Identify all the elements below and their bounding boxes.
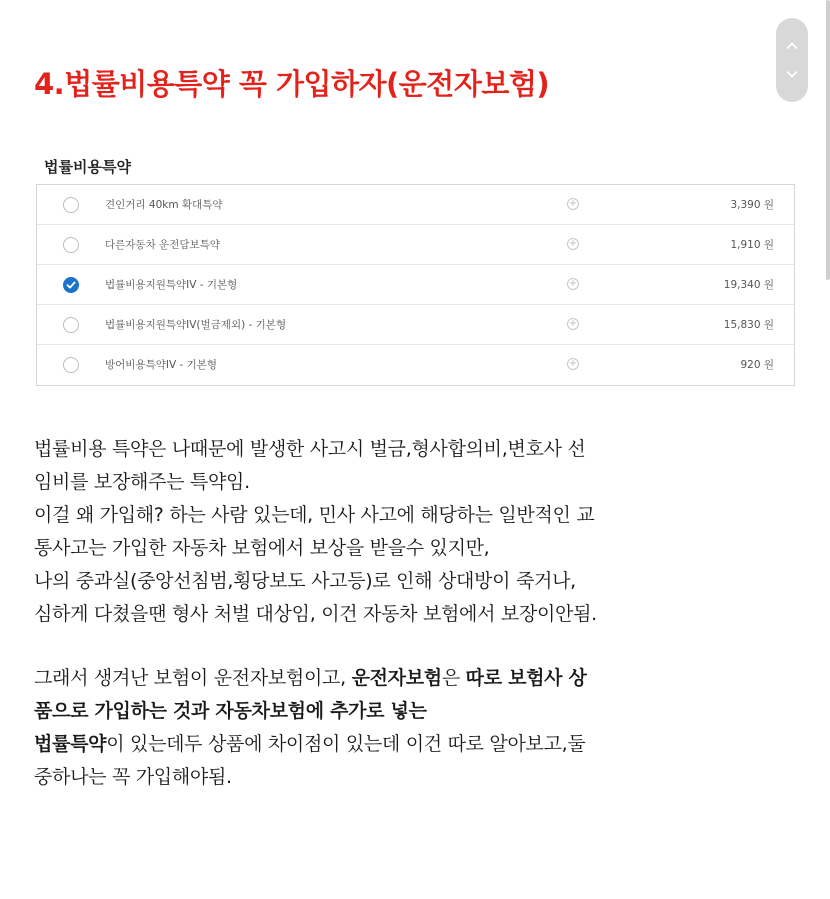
plus-circle-icon[interactable]: + — [568, 318, 578, 329]
rider-option-label: 다른자동차 운전담보특약 — [105, 239, 220, 251]
text-line — [34, 667, 587, 689]
text-line: 이걸 왜 가입해? 하는 사람 있는데, 민사 사고에 해당하는 일반적인 교 — [34, 504, 595, 526]
rider-option-price: 1,910 원 — [730, 239, 774, 251]
bold-text-line: 품으로 가입하는 것과 자동차보험에 추가로 넣는 — [34, 700, 427, 722]
rider-option-price: 15,830 원 — [723, 319, 774, 331]
text-line — [34, 733, 585, 755]
rider-option-label: 견인거리 40km 확대특약 — [105, 199, 223, 211]
plus-circle-icon[interactable]: + — [568, 238, 578, 249]
text-segment: 이 있는데두 상품에 차이점이 있는데 이건 따로 알아보고,둘 — [106, 733, 586, 755]
check-icon — [66, 280, 76, 290]
rider-option-price: 920 원 — [740, 359, 774, 371]
rider-option-row[interactable] — [37, 225, 794, 265]
plus-circle-icon[interactable]: + — [568, 198, 578, 209]
text-segment: 그래서 생겨난 보험이 운전자보험이고, — [34, 667, 352, 689]
rider-option-row[interactable] — [37, 265, 794, 305]
text-line: 통사고는 가입한 자동차 보험에서 보상을 받을수 있지만, — [34, 537, 490, 559]
rider-option-price: 3,390 원 — [730, 199, 774, 211]
radio-button[interactable] — [63, 197, 79, 213]
chevron-up-icon[interactable] — [784, 38, 800, 54]
text-line: 법률비용 특약은 나때문에 발생한 사고시 벌금,형사합의비,변호사 선 — [34, 438, 586, 460]
article-body — [34, 433, 804, 794]
radio-button-checked[interactable] — [63, 277, 79, 293]
paragraph — [34, 433, 804, 631]
text-line: 나의 중과실(중앙선침범,횡당보도 사고등)로 인해 상대방이 죽거나, — [34, 570, 576, 592]
rider-option-label: 법률비용지원특약IV(벌금제외) - 기본형 — [105, 319, 287, 331]
text-line: 중하나는 꼭 가입해야됨. — [34, 766, 232, 788]
section-label: 법률비용특약 — [44, 158, 131, 176]
scrollbar-thumb[interactable] — [826, 0, 830, 280]
rider-option-price: 19,340 원 — [723, 279, 774, 291]
text-line: 임비를 보장해주는 특약임. — [34, 471, 250, 493]
radio-button[interactable] — [63, 357, 79, 373]
plus-circle-icon[interactable]: + — [568, 278, 578, 289]
text-segment: 은 — [441, 667, 466, 689]
rider-options-list — [36, 184, 795, 386]
radio-button[interactable] — [63, 237, 79, 253]
text-line: 심하게 다쳤을땐 형사 처벌 대상임, 이건 자동차 보험에서 보장이안됨. — [34, 603, 597, 625]
bold-text: 법률특약 — [34, 733, 107, 755]
bold-text: 따로 보험사 상 — [465, 667, 587, 689]
scroll-control — [776, 18, 808, 102]
article-heading: 4.법률비용특약 꼭 가입하자(운전자보험) — [34, 67, 550, 101]
rider-option-row[interactable] — [37, 345, 794, 385]
chevron-down-icon[interactable] — [784, 66, 800, 82]
rider-option-label: 법률비용지원특약IV - 기본형 — [105, 279, 238, 291]
radio-button[interactable] — [63, 317, 79, 333]
rider-option-label: 방어비용특약IV - 기본형 — [105, 359, 218, 371]
plus-circle-icon[interactable]: + — [568, 358, 578, 369]
rider-option-row[interactable] — [37, 185, 794, 225]
bold-text: 운전자보험 — [351, 667, 442, 689]
paragraph — [34, 662, 804, 794]
rider-option-row[interactable] — [37, 305, 794, 345]
